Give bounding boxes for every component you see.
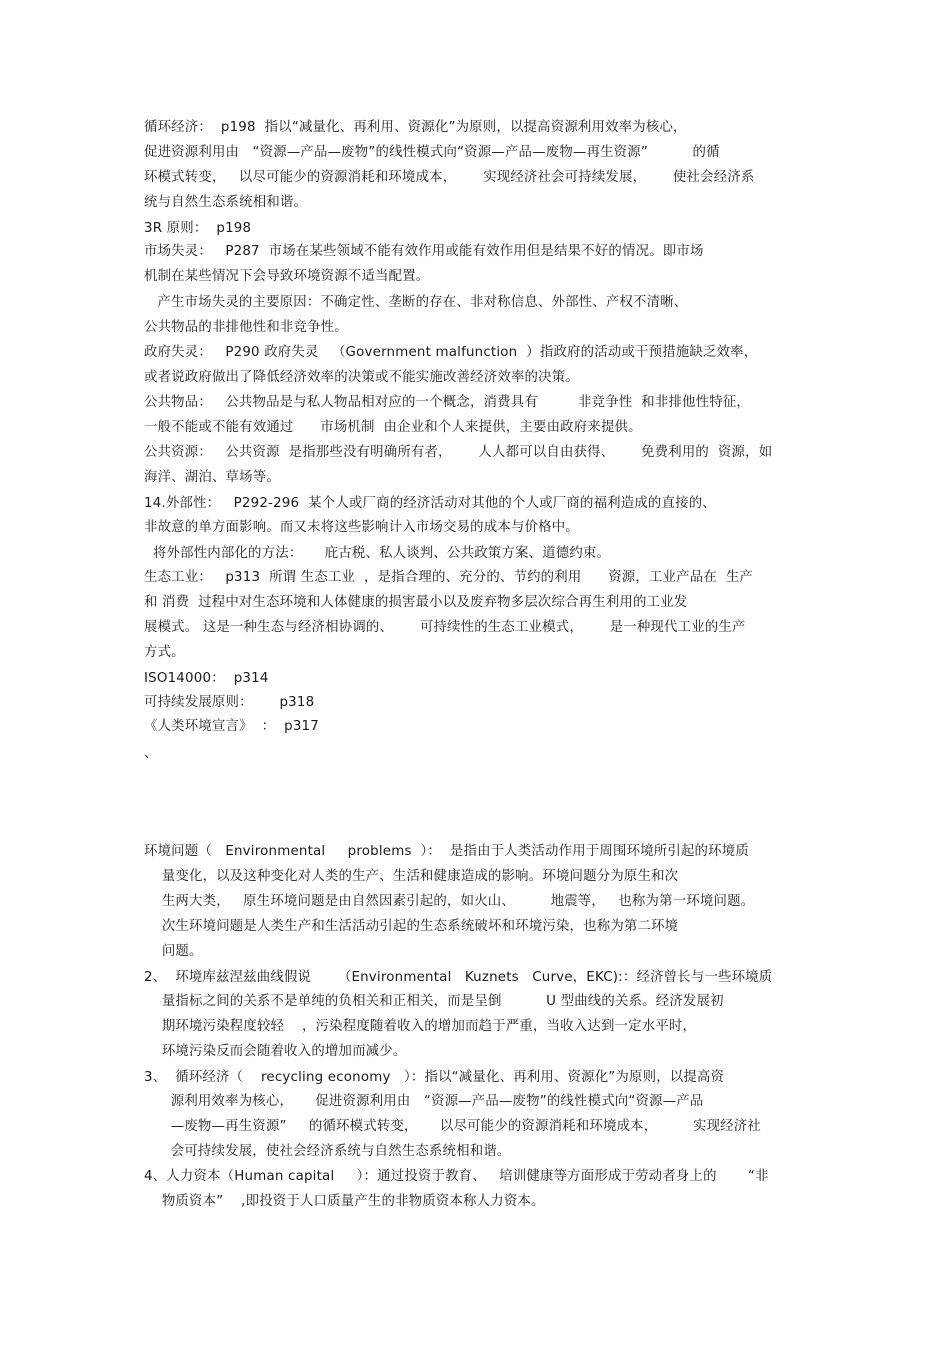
- text-line: 生两大类， 原生环境问题是由自然因素引起的，如火山、 地震等， 也称为第一环境问题。: [144, 894, 755, 909]
- text-line: 一般不能或不能有效通过 市场机制 由企业和个人来提供，主要由政府来提供。: [144, 420, 642, 435]
- text-line: 产生市场失灵的主要原因：不确定性、垄断的存在、非对称信息、外部性、产权不清晰、: [144, 295, 688, 310]
- text-line: 可持续发展原则： p318: [144, 695, 315, 710]
- text-line: 3R 原则： p198: [144, 221, 252, 236]
- text-line: 《人类环境宣言》 ： p317: [144, 719, 319, 734]
- text-line: 4、人力资本（Human capital ）：通过投资于教育、 培训健康等方面形成于劳动者身上的 “非: [144, 1169, 769, 1184]
- text-line: 问题。: [144, 944, 203, 959]
- text-line: 非故意的单方面影响。而又未将这些影响计入市场交易的成本与价格中。: [144, 520, 579, 535]
- text-line: 14.外部性： P292-296 某个人或厂商的经济活动对其他的个人或厂商的福利造成的直接的、: [144, 496, 716, 511]
- text-line: 公共物品： 公共物品是与私人物品相对应的一个概念，消费具有 非竞争性 和非排他性特征，: [144, 395, 751, 410]
- text-line: 市场失灵： P287 市场在某些领域不能有效作用或能有效作用但是结果不好的情况。即市场: [144, 244, 704, 259]
- text-line: 将外部性内部化的方法： 庇古税、私人谈判、公共政策方案、道德约束。: [144, 546, 611, 561]
- text-line: 环境问题（ Environmental problems ）： 是指由于人类活动作用于周围环境所引起的环境质: [144, 844, 749, 859]
- text-line: 生态工业： p313 所谓 生态工业 ，是指合理的、充分的、节约的利用 资源，工业产品在 生产: [144, 570, 754, 585]
- text-line: 期环境污染程度较轻 ，污染程度随着收入的增加而趋于严重，当收入达到一定水平时，: [144, 1019, 697, 1034]
- text-line: 或者说政府做出了降低经济效率的决策或不能实施改善经济效率的决策。: [144, 370, 579, 385]
- text-line: 展模式。 这是一种生态与经济相协调的、 可持续性的生态工业模式， 是一种现代工业的生产: [144, 620, 746, 635]
- text-line: 环境污染反而会随着收入的增加而减少。: [144, 1044, 407, 1059]
- text-line: 会可持续发展，使社会经济系统与自然生态系统相和谐。: [144, 1144, 511, 1159]
- text-line: —废物—再生资源” 的循环模式转变， 以尽可能少的资源消耗和环境成本， 实现经济社: [144, 1119, 761, 1134]
- text-line: 3、 循环经济（ recycling economy ）：指以“减量化、再利用、资源化”为原则，以提高资: [144, 1070, 725, 1085]
- text-line: 统与自然生态系统相和谐。: [144, 195, 308, 210]
- text-line: 政府失灵： P290 政府失灵 （Government malfunction ）指政府的活动或干预措施缺乏效率，: [144, 345, 758, 360]
- text-line: 海洋、湖泊、草场等。: [144, 470, 280, 485]
- text-line: 源利用效率为核心， 促进资源利用由 “资源—产品—废物”的线性模式向“资源—产品: [144, 1094, 704, 1109]
- text-line: 方式。: [144, 645, 185, 660]
- text-line: 促进资源利用由 “资源—产品—废物”的线性模式向“资源—产品—废物—再生资源” 的循: [144, 145, 720, 160]
- text-line: ISO14000： p314: [144, 671, 269, 686]
- text-line: 公共物品的非排他性和非竞争性。: [144, 320, 348, 335]
- text-line: 机制在某些情况下会导致环境资源不适当配置。: [144, 269, 430, 284]
- text-line: 和 消费 过程中对生态环境和人体健康的损害最小以及废弃物多层次综合再生利用的工业发: [144, 595, 688, 610]
- text-line: 物质资本” ,即投资于人口质量产生的非物质资本称人力资本。: [144, 1194, 545, 1209]
- text-line: 公共资源： 公共资源 是指那些没有明确所有者， 人人都可以自由获得、 免费利用的 资源，如: [144, 445, 773, 460]
- text-line: 次生环境问题是人类生产和生活活动引起的生态系统破坏和环境污染，也称为第二环境: [144, 919, 679, 934]
- text-line: 环模式转变， 以尽可能少的资源消耗和环境成本， 实现经济社会可持续发展， 使社会经济系: [144, 170, 755, 185]
- text-line: 、: [144, 746, 158, 761]
- text-line: 量指标之间的关系不是单纯的负相关和正相关，而是呈倒 U 型曲线的关系。经济发展初: [144, 994, 724, 1009]
- text-line: 循环经济： p198 指以“减量化、再利用、资源化”为原则，以提高资源利用效率为核心，: [144, 120, 687, 135]
- text-line: 2、 环境库兹涅兹曲线假说 （Environmental Kuznets Curve，EKC):：经济曾长与一些环境质: [144, 970, 773, 985]
- text-line: 量变化，以及这种变化对人类的生产、生活和健康造成的影响。环境问题分为原生和次: [144, 869, 679, 884]
